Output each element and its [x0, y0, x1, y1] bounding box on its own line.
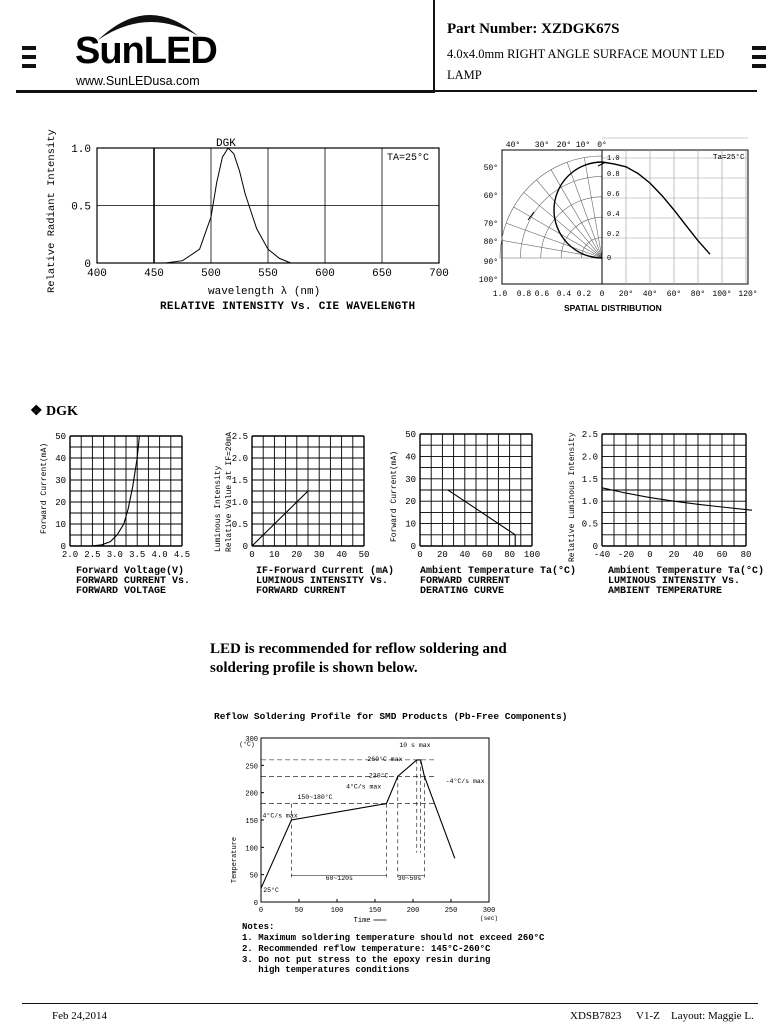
reflow-note-line2: soldering profile is shown below. — [210, 660, 418, 676]
g2-ytick: 0.5 — [231, 520, 248, 530]
g3-series-line — [420, 490, 515, 546]
g1-ytick: 20 — [55, 498, 66, 508]
spectrum-ytick: 0 — [84, 259, 91, 271]
temp-xlabel: Ambient Temperature Ta(°C) — [608, 566, 765, 577]
g1-xtick: 3.0 — [106, 550, 123, 560]
reflow-xtick: 150 — [368, 907, 382, 915]
g3-xtick: 40 — [459, 550, 471, 560]
g3-ytick: 50 — [405, 430, 416, 440]
website-url[interactable]: www.SunLEDusa.com — [76, 74, 200, 88]
reflow-ytick: 250 — [245, 763, 258, 772]
g3-ytick: 10 — [405, 519, 416, 530]
spectrum-xtick: 650 — [372, 268, 392, 280]
spatial-radial: 0 — [607, 255, 612, 263]
g2-xtick: 20 — [291, 550, 303, 560]
g2-ytick: 0 — [242, 542, 248, 552]
reflow-label-l4dn: -4°C/s max — [445, 777, 485, 785]
spatial-left-angle: 100° — [478, 276, 498, 285]
g1-ytick: 50 — [55, 432, 66, 442]
spatial-bottom-left: 1.0 — [492, 290, 508, 299]
g4-ytick: 2.5 — [581, 430, 598, 440]
footer-rule — [22, 1003, 758, 1004]
g2-ytick: 2.0 — [231, 454, 248, 464]
notes-title: Notes: — [242, 922, 275, 932]
spectrum-peak-label: DGK — [216, 138, 236, 150]
g3-ytick: 0 — [410, 542, 416, 552]
g4-xtick: 40 — [692, 550, 704, 560]
spatial-radial: 0.6 — [607, 191, 620, 199]
g2-xtick: 0 — [249, 550, 255, 560]
g3-xtick: 100 — [523, 550, 541, 560]
reflow-ytick: 150 — [245, 818, 258, 826]
g4-xtick: -40 — [593, 550, 611, 560]
temp-graph — [562, 424, 762, 566]
g1-xtick: 3.5 — [129, 550, 146, 560]
reflow-label-l10s: 10 s max — [399, 742, 431, 749]
g2-ytick: 1.0 — [231, 498, 248, 508]
spatial-bottom-left: 0 — [599, 290, 605, 299]
spatial-left-angle: 70° — [483, 220, 498, 229]
spatial-top-angle: 0° — [597, 141, 607, 150]
spatial-caption: SPATIAL DISTRIBUTION — [564, 303, 662, 313]
temp-caption2: AMBIENT TEMPERATURE — [608, 586, 723, 597]
spatial-bottom-left: 0.4 — [556, 290, 572, 299]
spatial-ta-label: Ta=25°C — [713, 154, 745, 162]
g4-ytick: 1.5 — [581, 474, 598, 485]
derating-ylabel: Forward Current(mA) — [390, 450, 399, 542]
reflow-xtick: 200 — [406, 907, 420, 915]
footer-layout: Layout: Maggie L. — [671, 1010, 754, 1022]
g2-xtick: 30 — [313, 550, 325, 560]
reflow-xtick: 0 — [258, 907, 264, 915]
g4-xtick: 20 — [668, 550, 680, 560]
spectrum-chart — [40, 128, 460, 318]
spatial-bottom-right: 20° — [618, 290, 634, 299]
spatial-top-angle: 10° — [575, 141, 591, 150]
g1-ytick: 40 — [55, 454, 66, 464]
spatial-left-angle: 60° — [483, 192, 498, 201]
spatial-radial: 0.8 — [607, 171, 620, 179]
header-divider — [433, 0, 435, 93]
g4-ytick: 0 — [592, 542, 598, 552]
iv-caption1: FORWARD CURRENT Vs. — [76, 576, 191, 587]
g1-xtick: 4.5 — [173, 550, 191, 560]
g4-xtick: 0 — [647, 550, 653, 560]
reflow-xlabel: Time — [353, 917, 371, 925]
header-rule-left — [16, 90, 434, 93]
g3-ytick: 40 — [405, 452, 416, 463]
iv-caption2: FORWARD VOLTAGE — [76, 586, 167, 597]
spatial-radial: 1.0 — [607, 155, 620, 163]
spatial-left-angle: 80° — [483, 238, 498, 247]
section-title: ❖ DGK — [30, 404, 78, 419]
reflow-xunit: (sec) — [479, 915, 499, 922]
description-line1: 4.0x4.0mm RIGHT ANGLE SURFACE MOUNT LED — [447, 47, 725, 61]
g2-series-line — [252, 491, 308, 546]
spatial-top-angle: 30° — [534, 141, 550, 150]
spatial-bottom-left: 0.2 — [576, 290, 592, 299]
reflow-xtick: 300 — [482, 907, 496, 915]
iv-graph — [36, 424, 196, 566]
footer-version: V1-Z — [636, 1010, 660, 1022]
reflow-ylabel: Temperature — [231, 836, 239, 884]
g1-xtick: 4.0 — [151, 550, 168, 560]
reflow-note-line1: LED is recommended for reflow soldering and — [210, 641, 507, 657]
g3-xtick: 0 — [417, 550, 423, 560]
part-number: Part Number: XZDGK67S — [447, 21, 620, 37]
spatial-bottom-right: 100° — [712, 290, 732, 299]
reflow-ytick: 200 — [245, 790, 258, 799]
li-xlabel: IF-Forward Current (mA) — [256, 566, 395, 577]
spatial-top-angle: 20° — [556, 141, 572, 150]
note-1: 1. Maximum soldering temperature should not exceed 260°C — [242, 933, 545, 943]
description-line2: LAMP — [447, 68, 482, 82]
li-caption2: FORWARD CURRENT — [256, 586, 347, 597]
reflow-ytick: 50 — [249, 872, 258, 881]
spatial-left-angle: 90° — [483, 258, 498, 267]
g2-ytick: 2.5 — [231, 432, 248, 442]
header-rule-right — [433, 90, 757, 92]
reflow-label-l4up: 4°C/s max — [346, 783, 382, 791]
g3-xtick: 20 — [436, 550, 448, 560]
g1-xtick: 2.5 — [84, 550, 101, 560]
spectrum-xlabel: wavelength λ (nm) — [208, 286, 321, 298]
g4-series-line — [602, 488, 752, 510]
spectrum-xtick: 450 — [144, 268, 164, 280]
note-2: 2. Recommended reflow temperature: 145°C-260°C — [242, 944, 491, 954]
reflow-label-l60: 60~120s — [325, 875, 353, 883]
g4-ytick: 2.0 — [581, 452, 598, 463]
g1-xtick: 2.0 — [61, 550, 79, 560]
reflow-ytick: 100 — [245, 845, 258, 854]
g4-xtick: 60 — [716, 550, 728, 560]
spatial-bottom-right: 120° — [738, 290, 758, 299]
spectrum-xtick: 700 — [429, 268, 449, 280]
g3-ytick: 30 — [405, 474, 416, 485]
reflow-label-l30: 30~50s — [397, 875, 422, 883]
spatial-left-lobe — [554, 162, 602, 258]
iv-xlabel: Forward Voltage(V) — [76, 566, 185, 577]
spatial-bottom-right: 80° — [690, 290, 706, 299]
reflow-label-l230: 230°C — [368, 772, 389, 780]
spatial-chart — [476, 136, 766, 316]
spatial-bottom-right: 60° — [666, 290, 682, 299]
reflow-xtick: 250 — [444, 907, 458, 915]
g3-xtick: 60 — [481, 550, 493, 560]
reflow-xtick: 50 — [294, 907, 304, 915]
reflow-title: Reflow Soldering Profile for SMD Products (Pb-Free Components) — [214, 711, 568, 722]
spatial-radial: 0.2 — [607, 231, 620, 239]
reflow-xtick: 100 — [330, 907, 344, 915]
li-ylabel1: Luminous Intensity — [214, 465, 223, 552]
g4-xtick: 80 — [740, 550, 752, 560]
right-menu-bars-icon — [752, 46, 766, 73]
derating-caption2: DERATING CURVE — [420, 586, 505, 597]
iv-ylabel: Forward Current(mA) — [40, 442, 49, 534]
footer-date: Feb 24,2014 — [52, 1010, 107, 1022]
spatial-bottom-left: 0.6 — [534, 290, 550, 299]
footer-doc: XDSB7823 — [570, 1010, 622, 1022]
spatial-bottom-right: 40° — [642, 290, 658, 299]
temp-caption1: LUMINOUS INTENSITY Vs. — [608, 576, 741, 587]
reflow-label-l260: 260°C max — [367, 755, 403, 763]
reflow-ytick: 300 — [245, 736, 258, 744]
reflow-label-l150: 150~180°C — [297, 794, 333, 802]
spectrum-xtick: 400 — [87, 268, 107, 280]
spectrum-ylabel: Relative Radiant Intensity — [46, 129, 58, 293]
g1-ytick: 0 — [60, 542, 66, 552]
spectrum-ytick: 0.5 — [71, 201, 91, 214]
g2-xtick: 50 — [358, 550, 370, 560]
derating-graph — [384, 424, 554, 566]
g2-xtick: 10 — [268, 550, 280, 560]
spectrum-ytick: 1.0 — [71, 144, 91, 156]
spectrum-xtick: 600 — [315, 268, 335, 280]
spatial-bottom-left: 0.8 — [516, 290, 532, 299]
spatial-top-angle: 40° — [505, 141, 521, 150]
g1-ytick: 30 — [55, 476, 66, 486]
li-graph — [210, 424, 380, 566]
g4-ytick: 1.0 — [581, 497, 598, 508]
g4-xtick: -20 — [617, 550, 635, 560]
spectrum-xtick: 550 — [258, 268, 278, 280]
temp-ylabel: Relative Luminous Intensity — [568, 432, 577, 562]
reflow-series-line — [261, 760, 455, 888]
reflow-chart — [228, 730, 518, 926]
note-3: 3. Do not put stress to the epoxy resin during — [242, 955, 491, 965]
g2-ytick: 1.5 — [231, 476, 248, 486]
note-3b: high temperatures conditions — [242, 965, 410, 975]
spatial-radial: 0.4 — [607, 211, 620, 219]
reflow-label-l4first: 4°C/s max — [262, 812, 298, 820]
reflow-label-l25: 25°C — [263, 887, 279, 895]
reflow-ytick: 0 — [253, 900, 258, 908]
li-caption1: LUMINOUS INTENSITY Vs. — [256, 576, 389, 587]
g3-ytick: 20 — [405, 497, 416, 508]
li-ylabel2: Relative Value at IF=20mA — [225, 431, 234, 552]
derating-caption1: FORWARD CURRENT — [420, 576, 511, 587]
spectrum-ta-label: TA=25°C — [387, 153, 430, 164]
spectrum-caption: RELATIVE INTENSITY Vs. CIE WAVELENGTH — [160, 301, 416, 313]
spatial-left-angle: 50° — [483, 164, 498, 173]
spectrum-xtick: 500 — [201, 268, 221, 280]
left-menu-bars-icon — [22, 46, 36, 73]
g3-xtick: 80 — [504, 550, 516, 560]
reflow-yunit: (°C) — [239, 741, 255, 748]
g1-ytick: 10 — [55, 520, 66, 530]
logo: SunLED — [75, 30, 217, 72]
g4-ytick: 0.5 — [581, 519, 598, 530]
g2-xtick: 40 — [336, 550, 348, 560]
derating-xlabel: Ambient Temperature Ta(°C) — [420, 566, 577, 577]
